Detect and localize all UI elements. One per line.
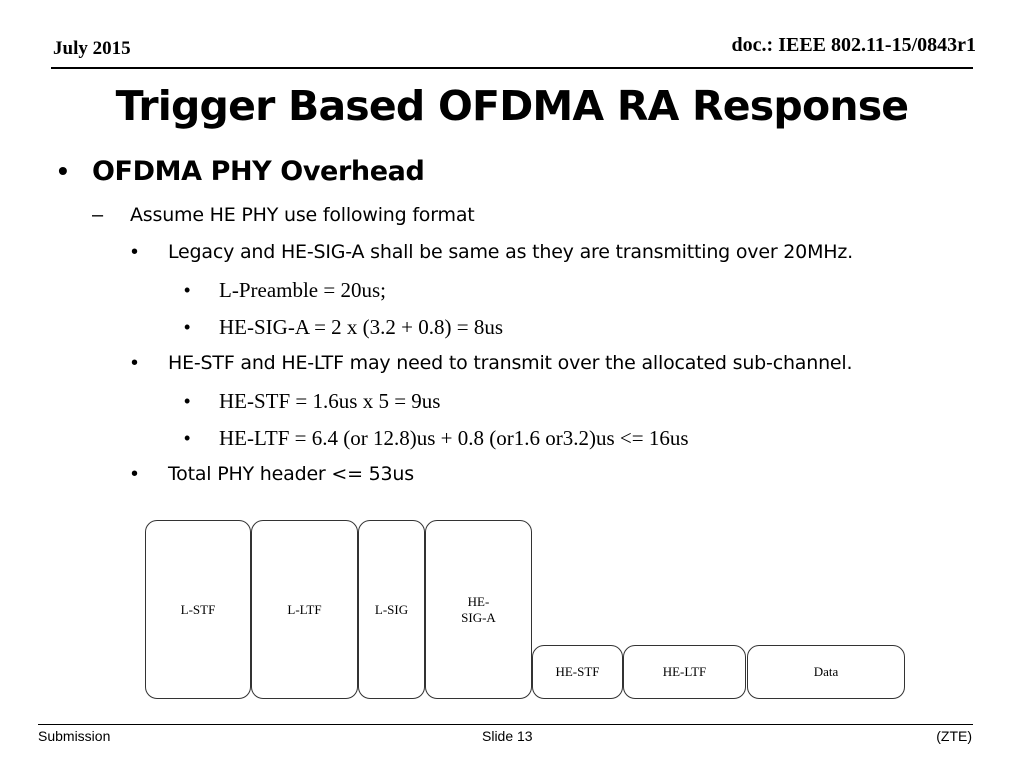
- field-l-ltf-label: L-LTF: [287, 601, 322, 617]
- text-hesiga: HE-SIG-A = 2 x (3.2 + 0.8) = 8us: [219, 315, 504, 339]
- slide-title: Trigger Based OFDMA RA Response: [115, 82, 909, 130]
- field-he-ltf: [623, 645, 746, 699]
- field-data: [747, 645, 905, 699]
- footer-slide-number: Slide 13: [482, 728, 533, 744]
- bullet-l1: •: [58, 155, 68, 186]
- field-he-stf: [532, 645, 623, 699]
- bullet-l4: •: [184, 428, 191, 448]
- header-doc-id: doc.: IEEE 802.11-15/0843r1: [731, 34, 976, 56]
- bullet-l3: •: [131, 241, 139, 263]
- field-he-ltf-label: HE-LTF: [662, 664, 707, 679]
- footer-company: (ZTE): [936, 728, 972, 744]
- header-divider: [51, 67, 973, 69]
- dash-bullet: –: [92, 204, 104, 226]
- field-he-sig-a-label-line1: HE-: [467, 593, 490, 609]
- text-hestf: HE-STF = 1.6us x 5 = 9us: [219, 389, 441, 413]
- field-l-stf-label: L-STF: [180, 601, 216, 617]
- field-data-label: Data: [813, 664, 839, 679]
- text-total: Total PHY header <= 53us: [168, 463, 414, 485]
- field-he-sig-a: [425, 520, 532, 699]
- text-assume: Assume HE PHY use following format: [130, 204, 475, 226]
- text-heltf: HE-LTF = 6.4 (or 12.8)us + 0.8 (or1.6 or3.2)us <= 16us: [219, 426, 689, 450]
- footer-divider: [38, 724, 973, 725]
- text-hestf-heltf: HE-STF and HE-LTF may need to transmit over the allocated sub-channel.: [168, 352, 853, 374]
- field-he-sig-a-label-line2: SIG-A: [461, 609, 496, 625]
- heading-phy-overhead: OFDMA PHY Overhead: [92, 156, 425, 187]
- header-date: July 2015: [53, 38, 131, 59]
- field-l-stf: [145, 520, 251, 699]
- bullet-l4: •: [184, 280, 191, 300]
- bullet-l3: •: [131, 463, 139, 485]
- bullet-l4: •: [184, 391, 191, 411]
- bullet-l3: •: [131, 352, 139, 374]
- bullet-l4: •: [184, 317, 191, 337]
- field-l-ltf: [251, 520, 358, 699]
- text-legacy: Legacy and HE-SIG-A shall be same as they are transmitting over 20MHz.: [168, 241, 853, 263]
- field-l-sig: [358, 520, 425, 699]
- field-he-stf-label: HE-STF: [555, 664, 600, 679]
- text-lpreamble: L-Preamble = 20us;: [219, 278, 386, 302]
- field-l-sig-label: L-SIG: [374, 601, 409, 617]
- footer-submission: Submission: [38, 728, 111, 744]
